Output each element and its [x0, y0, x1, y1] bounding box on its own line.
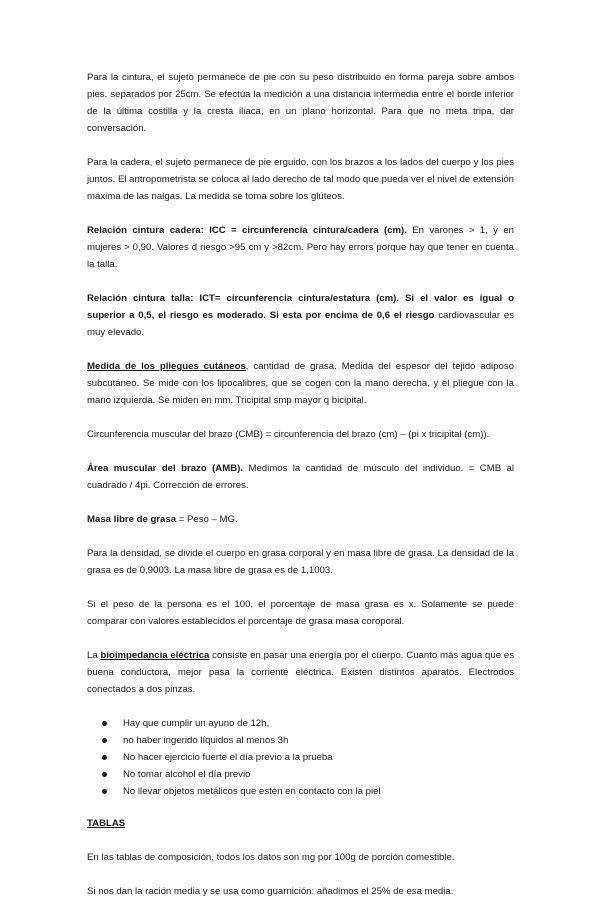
paragraph-bioimpedancia: [87, 647, 514, 698]
paragraph-masa-libre: [87, 511, 514, 528]
bullet-icon: [102, 789, 107, 794]
list-item: [87, 783, 514, 800]
section-heading-tablas: TABLAS: [87, 818, 126, 829]
paragraph-pliegues: [87, 358, 514, 409]
list-item-text: No tomar alcohol el día previo: [123, 769, 251, 780]
paragraph-cintura: Para la cintura, el sujeto permanece de pie con su peso distribuido en forma pareja sobre ambos pies, separados por 25cm. Se efectúa la medición a una distancia intermedia entre el borde inferior de la última costilla y la cresta iliaca, en un plano horizontal. Para que no meta tripa, dar conversación.: [87, 72, 514, 134]
ict-heading: Relación cintura talla: ICT= circunferencia cintura/estatura (cm). Si el valor es igual o superior a 0,5, el riesgo es moderado. Si esta por encima de 0,6 el riesgo: [87, 293, 514, 321]
bullet-icon: [102, 755, 107, 760]
bullet-icon: [102, 772, 107, 777]
amb-text: Medimos la cantidad de músculo del individuo. = CMB al cuadrado / 4pi. Corrección de errores.: [87, 463, 514, 491]
paragraph-cadera: Para la cadera, el sujeto permanece de pie erguido, con los brazos a los lados del cuerpo y los pies juntos. El antropometrista se coloca al lado derecho de tal modo que pueda ver el nivel de extensión máxima de las nalgas. La medida se toma sobre los glúteos.: [87, 157, 514, 202]
list-item: [87, 766, 514, 783]
icc-text: En varones > 1, y en mujeres > 0,90. Valores d riesgo >95 cm y >82cm. Pero hay errors porque hay que tener en cuenta la talla.: [87, 225, 514, 270]
paragraph-peso: Si el peso de la persona es el 100, el porcentaje de masa grasa es x. Solamente se puede comparar con valores establecidos el porcentaje de grasa masa coroporal.: [87, 599, 514, 627]
ict-text: cardiovascular es muy elevado.: [87, 310, 514, 338]
bio-heading: bioimpedancia eléctrica: [100, 650, 210, 661]
list-item-text: no haber ingerido líquidos al menos 3h: [123, 735, 289, 746]
masa-heading: Masa libre de grasa: [87, 514, 177, 525]
requirements-list: [87, 715, 514, 800]
bullet-icon: [102, 738, 107, 743]
list-item: [87, 715, 514, 732]
masa-text: = Peso – MG.: [176, 514, 238, 525]
bio-text: consiste en pasar una energía por el cuerpo. Cuanto más agua que es buena conductora, mejor pasa la corriente eléctrica. Existen distintos aparatos. Electrodos conectados a dos pinzas.: [87, 650, 514, 695]
list-item-text: No hacer ejercicio fuerte el día previo a la prueba: [123, 752, 333, 763]
amb-heading: Área muscular del brazo (AMB).: [87, 463, 244, 474]
paragraph-icc: [87, 222, 514, 273]
bio-prefix: La: [87, 650, 101, 661]
paragraph-densidad: Para la densidad, se divide el cuerpo en grasa corporal y en masa libre de grasa. La densidad de la grasa es de 0,9003. La masa libre de grasa es de 1,1003.: [87, 548, 514, 576]
list-item: [87, 732, 514, 749]
pliegues-text: , cantidad de grasa. Medida del espesor del tejido adiposo subcutáneo. Se mide con los lipocalibres, que se cogen con la mano derecha, y el pliegue con la mano izquierda. Se miden en mm. Tricipital smp mayor q bicipital.: [87, 361, 514, 406]
bullet-icon: [102, 721, 107, 726]
paragraph-amb: [87, 460, 514, 494]
list-item-text: No llevar objetos metálicos que estén en contacto con la piel: [123, 786, 381, 797]
pliegues-heading: Medida de los pliegues cutáneos: [87, 361, 246, 372]
paragraph-tablas-2: Si nos dan la ración media y se usa como guarnición: añadimos el 25% de esa media.: [87, 886, 454, 897]
list-item-text: Hay que cumplir un ayuno de 12h,: [123, 718, 270, 729]
paragraph-cmb: Circunferencia muscular del brazo (CMB) = circunferencia del brazo (cm) – (pi x tricipital (cm)).: [87, 429, 490, 440]
paragraph-tablas-1: En las tablas de composición, todos los datos son mg por 100g de porción comestible.: [87, 852, 455, 863]
paragraph-ict: [87, 290, 514, 341]
icc-heading: Relación cintura cadera: ICC = circunferencia cintura/cadera (cm).: [87, 225, 407, 236]
list-item: [87, 749, 514, 766]
